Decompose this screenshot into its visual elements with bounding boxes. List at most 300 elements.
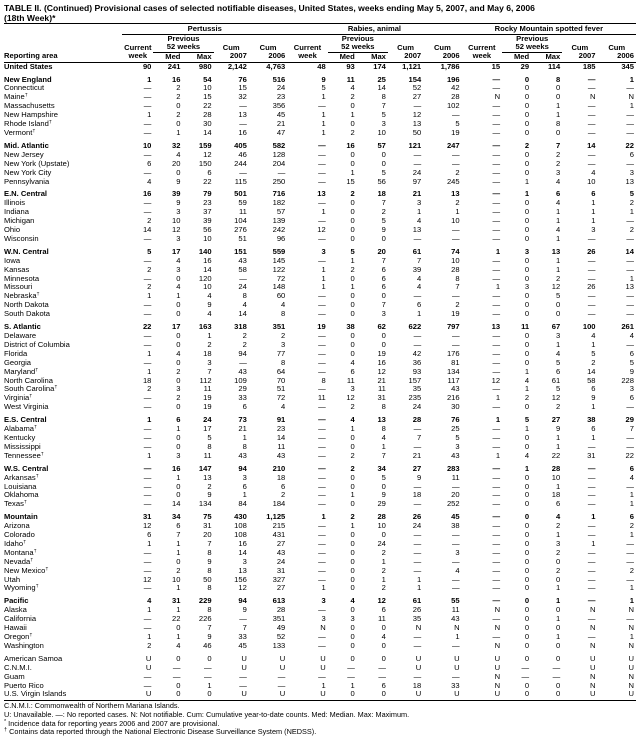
value-cell: 7 [416,433,422,442]
value-cell: — [318,531,326,540]
value-cell: 11 [317,394,326,403]
value-cell: — [143,208,152,217]
value-cell: 0 [176,301,181,310]
value-cell: 4 [591,332,596,340]
value-cell: 5 [556,385,561,394]
value-cell: 5 [381,168,386,177]
value-cell: 4 [147,596,152,606]
value-cell: N [628,606,634,615]
value-cell: 1 [556,265,561,274]
value-cell: — [318,217,326,226]
value-cell: 1 [556,531,561,540]
year-2006-header: 2006 [249,52,287,62]
value-cell: 20 [171,159,181,168]
value-cell: 1 [591,403,596,412]
value-cell: — [347,663,355,672]
value-cell: 12 [142,522,152,531]
value-cell: 25 [451,425,460,434]
value-cell: 5 [556,292,561,301]
value-cell: — [626,557,634,566]
value-cell: — [318,177,326,186]
reporting-area-cell: Guam [4,672,25,681]
value-cell: — [492,539,501,548]
value-cell: 13 [238,566,247,575]
value-cell: — [143,199,152,208]
value-cell: 9 [207,491,212,500]
value-cell: 0 [381,653,386,663]
value-cell: 2 [176,84,181,93]
value-cell: — [492,463,501,473]
value-cell: 0 [524,482,530,491]
value-cell: — [318,199,326,208]
cum-label: Cum [571,43,589,52]
table-row [4,283,636,292]
value-cell: 59 [238,199,247,208]
value-cell: 2 [147,217,152,226]
value-cell: 1 [176,548,181,557]
value-cell: 0 [381,531,386,540]
value-cell: 13 [412,120,422,129]
value-cell: 12 [491,376,501,385]
value-cell: 3 [556,168,561,177]
value-cell: 27 [276,584,286,593]
value-cell: 21 [377,376,386,385]
value-cell: 1 [591,199,596,208]
value-cell: 1 [556,584,561,593]
value-cell: 226 [198,615,212,624]
value-cell: 0 [350,208,355,217]
value-cell: 5 [381,473,386,482]
table-row [4,500,636,509]
value-cell: 4 [591,168,596,177]
value-cell: 0 [524,531,530,540]
value-cell: 0 [524,633,530,641]
value-cell: 29 [238,385,247,394]
value-cell: 7 [381,102,386,111]
value-cell: 49 [276,624,286,633]
value-cell: 0 [524,653,530,663]
value-cell: 3 [416,199,422,208]
value-cell: 128 [272,150,286,159]
value-cell: U [598,690,636,700]
value-cell: — [452,150,460,159]
value-cell: 156 [234,575,247,584]
value-cell: — [172,672,181,681]
table-row [4,509,636,522]
max-header: Max [531,52,562,62]
value-cell: N [454,624,460,633]
value-cell: 0 [524,265,530,274]
value-cell: 0 [182,690,213,700]
table-row [4,235,636,244]
value-cell: 14 [142,226,152,235]
week-header: week [462,52,502,62]
value-cell: — [492,274,501,283]
value-cell: 4 [176,349,181,358]
value-cell: 501 [234,189,247,199]
value-cell: — [587,150,596,159]
value-cell: 2 [381,208,386,217]
value-cell: 1,121 [402,62,422,71]
value-cell: — [626,482,634,491]
reporting-area-cell: Virginia† [4,394,33,403]
table-row [4,129,636,138]
value-cell: — [143,482,152,491]
value-cell: 122 [272,265,286,274]
value-cell: 2 [455,199,460,208]
value-cell: 1 [495,246,501,256]
cum-label: Cum [397,43,414,52]
value-cell: 0 [531,690,562,700]
value-cell: 14 [276,433,286,442]
value-cell: — [143,84,152,93]
value-cell: 140 [198,246,212,256]
value-cell: 5 [147,246,152,256]
value-cell: 3 [176,451,181,460]
value-cell: — [452,234,460,243]
value-cell: — [492,168,501,177]
value-cell: 0 [524,226,530,235]
value-cell: 35 [412,385,422,394]
value-cell: — [492,199,501,208]
reporting-area-cell: New York (Upstate) [4,159,70,168]
value-cell: 1 [350,168,355,177]
value-cell: 0 [524,575,530,584]
value-cell: 5 [321,84,326,93]
value-cell: U [494,653,501,663]
value-cell: — [492,566,501,575]
value-cell: 0 [176,653,181,663]
value-cell: 6 [281,482,286,491]
value-cell: 102 [446,102,460,111]
value-cell: 0 [556,301,561,310]
value-cell: — [318,415,326,425]
value-cell: — [492,531,501,540]
table-row [4,624,636,633]
value-cell: 15 [491,62,501,71]
value-cell: 1 [350,425,355,434]
value-cell: 2 [350,512,355,522]
table-row [4,642,636,651]
value-cell: 0 [381,482,386,491]
value-cell: — [492,522,501,531]
value-cell: 14 [203,265,212,274]
value-cell: 0 [524,584,530,593]
value-cell: 247 [446,140,460,150]
med-header: Med [502,52,531,62]
value-cell: 8 [207,584,212,593]
value-cell: 24 [412,168,422,177]
value-cell: 5 [629,189,634,199]
value-cell: 18 [276,473,286,482]
value-cell: 351 [272,322,286,332]
value-cell: 23 [276,93,286,102]
value-cell: — [413,292,422,301]
value-cell: 8 [381,403,386,412]
value-cell: 51 [238,234,247,243]
value-cell: — [143,557,152,566]
value-cell: 21 [238,425,247,434]
value-cell: 3 [381,120,386,129]
value-cell: 250 [272,177,286,186]
value-cell: — [492,340,501,349]
value-cell: 4 [556,512,561,522]
reporting-area-cell: New Hampshire [4,111,59,120]
value-cell: 1 [556,111,561,120]
value-cell: 2 [629,226,634,235]
value-cell: 14 [171,500,181,509]
value-cell: 4 [350,84,355,93]
value-cell: — [626,159,634,168]
value-cell: — [587,531,596,540]
value-cell: — [318,256,326,265]
value-cell: — [587,566,596,575]
group-pertussis: Pertussis [122,24,287,35]
value-cell: 0 [176,340,181,349]
reporting-area-cell: Wyoming† [4,584,39,593]
value-cell: 1 [147,539,152,548]
value-cell: — [587,557,596,566]
value-cell: — [318,332,326,340]
value-cell: — [318,606,326,615]
value-cell: 12 [551,283,561,292]
value-cell: 1 [629,74,634,84]
value-cell: — [626,310,634,319]
value-cell: 4 [524,376,530,385]
value-cell: 0 [381,159,386,168]
value-cell: 1 [176,584,181,593]
reporting-area-cell: U.S. Virgin Islands [4,690,122,700]
value-cell: 215 [272,522,286,531]
value-cell: U [388,690,423,700]
value-cell: 1 [495,415,501,425]
value-cell: 1 [416,208,422,217]
table-row [4,474,636,483]
value-cell: 1 [629,500,634,509]
table-row [4,310,636,319]
reporting-area-cell: Tennessee† [4,451,44,460]
value-cell: — [492,256,501,265]
value-cell: — [452,672,460,681]
value-cell: — [452,557,460,566]
value-cell: — [492,358,501,367]
value-cell: — [143,491,152,500]
value-cell: 163 [198,322,212,332]
value-cell: 3 [176,385,181,394]
value-cell: 10 [203,84,212,93]
value-cell: 109 [234,376,247,385]
value-cell: 6 [416,301,422,310]
value-cell: 0 [524,208,530,217]
value-cell: 4 [350,415,355,425]
table-row [4,257,636,266]
value-cell: 0 [207,653,212,663]
value-cell: — [587,584,596,593]
value-cell: 28 [451,265,460,274]
value-cell: 2 [381,566,386,575]
value-cell: 2 [556,403,561,412]
value-cell: — [378,672,386,681]
value-cell: — [587,102,596,111]
value-cell: 46 [203,641,212,650]
value-cell: 4 [556,226,561,235]
value-cell: 1 [591,208,596,217]
value-cell: 51 [276,385,286,394]
value-cell: 0 [524,349,530,358]
value-cell: 90 [142,62,152,71]
reporting-area-cell: Texas† [4,500,27,509]
value-cell: 1 [147,606,152,615]
value-cell: 33 [451,681,460,690]
value-cell: U [423,690,461,700]
value-cell: 38 [587,415,596,425]
table-body [4,62,636,701]
value-cell: — [318,566,326,575]
value-cell: 96 [276,234,286,243]
value-cell: 1 [556,482,561,491]
value-cell: 0 [524,256,530,265]
value-cell: 0 [524,473,530,482]
value-cell: 1 [524,189,530,199]
year-2006-header: 2006 [423,52,461,62]
value-cell: U [279,663,286,672]
value-cell: — [318,358,326,367]
value-cell: 2 [242,332,247,340]
value-cell: 34 [377,463,386,473]
reporting-area-cell: Maryland† [4,367,39,376]
value-cell: 27 [412,93,422,102]
value-cell: — [452,531,460,540]
value-cell: 0 [350,584,355,593]
value-cell: 17 [203,425,212,434]
value-cell: 4 [381,633,386,641]
value-cell: 0 [524,102,530,111]
value-cell: 176 [446,349,460,358]
value-cell: 45 [276,111,286,120]
value-cell: 38 [451,522,460,531]
value-cell: — [552,672,561,681]
value-cell: 150 [198,159,212,168]
value-cell: 157 [408,376,422,385]
value-cell: 20 [451,491,460,500]
value-cell: 1 [321,283,326,292]
value-cell: 10 [551,473,561,482]
table-row [4,531,636,540]
value-cell: 1 [556,234,561,243]
value-cell: — [413,641,422,650]
footnote-legend: U: Unavailable. —: No reported cases. N: Not notifiable. Cum: Cumulative year-to-date counts. Med: Median. Max: Maximum. [4,709,410,719]
value-cell: 0 [350,606,355,615]
value-cell: 39 [171,189,181,199]
value-cell: 8 [281,310,286,319]
value-cell: 196 [446,74,460,84]
value-cell: 76 [238,74,247,84]
value-cell: 6 [176,415,181,425]
value-cell: 30 [451,403,460,412]
value-cell: 318 [234,322,247,332]
value-cell: 1 [629,531,634,540]
reporting-area-cell: Missouri [4,283,33,292]
value-cell: 0 [350,199,355,208]
value-cell: 1 [350,111,355,120]
reporting-area-cell: California [4,615,37,624]
value-cell: — [626,548,634,557]
value-cell: N [590,606,596,615]
value-cell: 11 [378,385,386,394]
value-cell: 4 [281,403,286,412]
value-cell: 35 [412,615,422,624]
value-cell: 1 [321,111,326,120]
value-cell: 14 [238,310,247,319]
value-cell: 0 [556,310,561,319]
value-cell: — [318,150,326,159]
value-cell: 43 [238,256,247,265]
value-cell: — [492,189,501,199]
value-cell: 61 [412,246,422,256]
value-cell: U [122,690,153,700]
value-cell: — [318,442,326,451]
value-cell: 4 [629,332,634,340]
value-cell: 3 [455,548,460,557]
value-cell: — [143,681,152,690]
value-cell: 11 [451,606,460,615]
value-cell: — [626,575,634,584]
value-cell: 13 [377,415,386,425]
value-cell: 7 [207,624,212,633]
value-cell: U [454,663,460,672]
value-cell: — [492,548,501,557]
value-cell: 84 [238,500,247,509]
value-cell: 56 [203,226,212,235]
value-cell: — [552,663,561,672]
value-cell: 14 [625,246,634,256]
value-cell: 31 [142,512,152,522]
value-cell: — [318,403,326,412]
value-cell: — [492,310,501,319]
value-cell: 4 [556,349,561,358]
value-cell: 9 [207,557,212,566]
value-cell: 7 [556,140,561,150]
value-cell: 19 [203,403,212,412]
value-cell: 2 [207,340,212,349]
value-cell: — [492,140,501,150]
value-cell: — [318,633,326,641]
value-cell: — [492,491,501,500]
value-cell: 21 [412,451,422,460]
reporting-area-cell: Idaho† [4,539,27,548]
value-cell: 18 [142,376,152,385]
value-cell: 64 [276,367,286,376]
report-page [4,0,636,737]
reporting-area-cell: Minnesota [4,274,40,283]
value-cell: 3 [321,246,326,256]
value-cell: 148 [272,283,286,292]
reporting-area-cell: Arizona [4,522,30,531]
value-cell: — [587,159,596,168]
value-cell: 3 [176,234,181,243]
value-cell: 5 [629,358,634,367]
value-cell: 8 [207,606,212,615]
table-row [4,377,636,386]
value-cell: 0 [556,84,561,93]
value-cell: 10 [377,522,386,531]
value-cell: 16 [346,140,355,150]
value-cell: — [626,539,634,548]
value-cell: N [628,624,634,633]
value-cell: U [590,653,596,663]
value-cell: 43 [238,367,247,376]
value-cell: 1 [556,433,561,442]
